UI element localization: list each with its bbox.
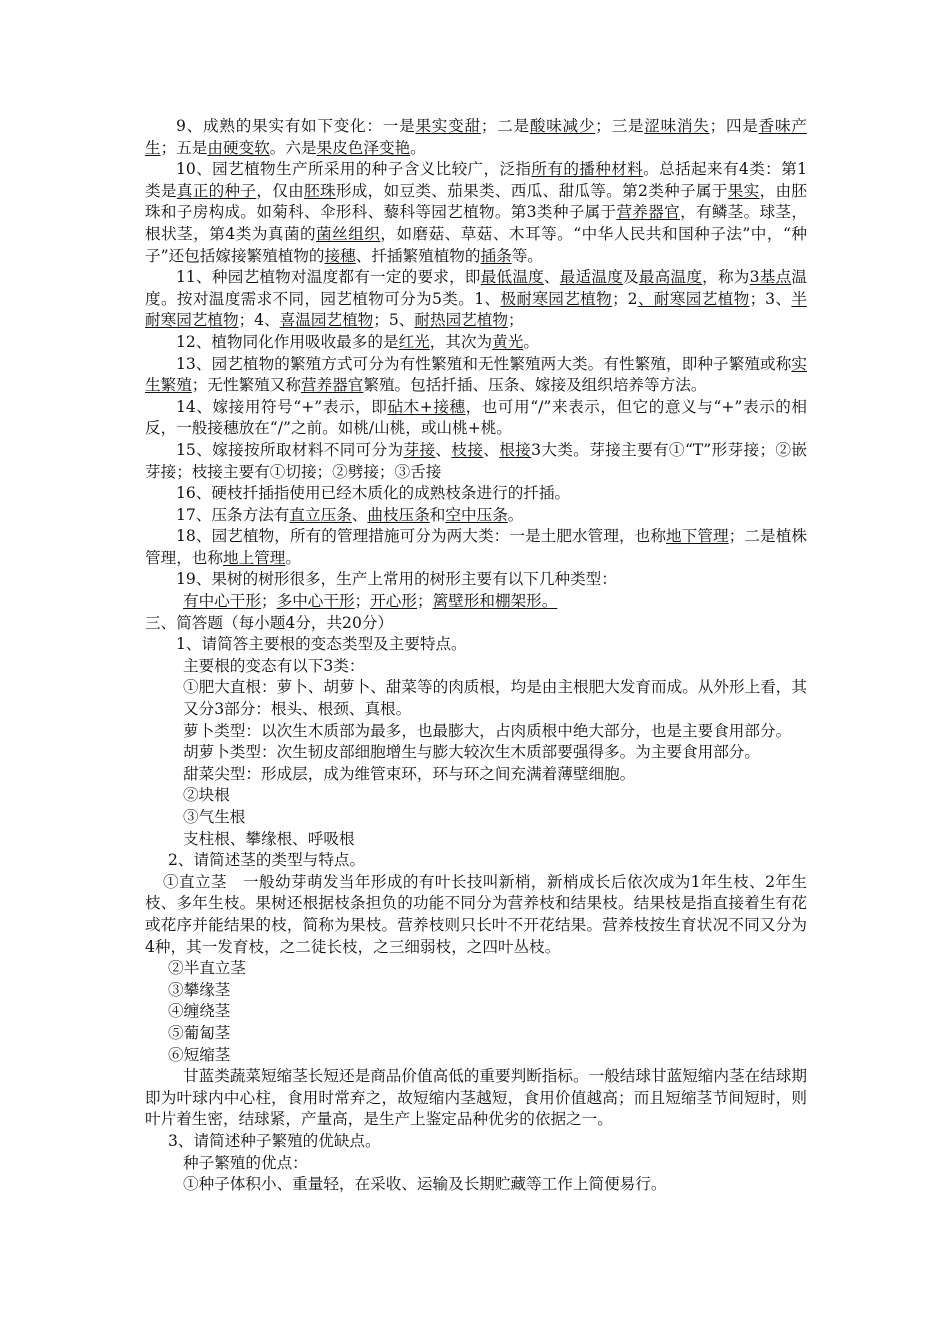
text-run: 。 xyxy=(285,548,301,567)
answer-blank: 空中压条 xyxy=(445,505,508,524)
answer-blank: 酸味减少 xyxy=(529,117,596,135)
document-body xyxy=(145,116,807,1196)
answer-line: 支柱根、攀缘根、呼吸根 xyxy=(183,829,355,848)
answer-line: 种子繁殖的优点： xyxy=(183,1153,308,1172)
answer-blank: 果皮色泽变艳 xyxy=(316,138,411,157)
paragraph-13 xyxy=(145,354,807,397)
text-run: ； xyxy=(416,592,433,611)
answer-blank: 极耐寒园艺植物 xyxy=(500,289,613,308)
text-run: 、 xyxy=(435,440,452,459)
paragraph-14 xyxy=(145,397,807,440)
answer-paragraph: ①肥大直根：萝卜、胡萝卜、甜菜等的肉质根，均是由主根肥大发育而成。从外形上看，其又分3部分：根头、根颈、真根。 xyxy=(183,678,807,719)
text-run: 和 xyxy=(429,505,446,524)
answer-blank: 果实变甜 xyxy=(415,117,481,135)
answer-line: ③攀缘茎 xyxy=(168,980,231,999)
answer-blank: 、耐寒园艺植物 xyxy=(637,289,750,308)
answer-blank: 黄光 xyxy=(492,332,524,351)
answer-blank: 曲枝压条 xyxy=(367,505,430,524)
answer-blank: 涩味消失 xyxy=(644,117,710,135)
answer-line: ②块根 xyxy=(183,786,230,805)
answer-blank: 最高温度 xyxy=(638,268,703,287)
paragraph-19: 19、果树的树形很多，生产上常用的树形主要有以下几种类型： xyxy=(176,570,617,589)
answer-blank: 由硬变软 xyxy=(207,138,270,157)
section-heading: 三、简答题（每小题4分，共20分） xyxy=(145,613,394,632)
text-run: ；二是 xyxy=(480,117,530,135)
answer-paragraph: 萝卜类型：以次生木质部为最多，也最膨大，占肉质根中绝大部分，也是主要食用部分。 xyxy=(183,721,792,740)
answer-blank: 营养器官 xyxy=(300,376,364,395)
text-run: 15、嫁接按所取材料不同可分为 xyxy=(176,440,404,459)
paragraph-15 xyxy=(145,440,807,483)
text-run: 11、种园艺植物对温度都有一定的要求，即 xyxy=(176,268,481,287)
text-run: 。 xyxy=(507,505,524,524)
text-run: 。总括起来有4类：第1类是 xyxy=(145,160,808,200)
answer-blank: 芽接 xyxy=(403,440,436,459)
answer-blank: 实生繁殖 xyxy=(145,354,807,395)
text-run: ；四是 xyxy=(709,117,759,135)
answer-blank: 胚珠 xyxy=(304,181,336,200)
text-run: 、 xyxy=(483,440,500,459)
answer-line: ③气生根 xyxy=(183,808,246,826)
question-3: 3、请简述种子繁殖的优缺点。 xyxy=(168,1131,381,1150)
text-run: 13、园艺植物的繁殖方式可分为有性繁殖和无性繁殖两大类。有性繁殖，即种子繁殖或称 xyxy=(176,354,792,373)
answer-blank: 果实 xyxy=(727,181,760,200)
answer-blank: 最适温度 xyxy=(559,268,624,287)
answer-blank: 半耐寒园艺植物 xyxy=(145,289,808,330)
answer-blank: 最低温度 xyxy=(480,268,544,287)
paragraph-18 xyxy=(145,526,807,569)
answer-blank: 地下管理 xyxy=(666,527,729,546)
paragraph-9 xyxy=(145,116,807,159)
text-run: ；五是 xyxy=(160,138,208,157)
text-run: 18、园艺植物，所有的管理措施可分为两大类：一是土肥水管理，也称 xyxy=(176,527,667,546)
answer-blank: 直立压条 xyxy=(289,505,352,524)
text-run: 9、成熟的果实有如下变化：一是 xyxy=(176,117,416,135)
tree-form-answers xyxy=(145,591,807,613)
text-run: ，也可用“/”来表示，但它的意义与“+”表示的相反，一般接穗放在“/”之前。如桃/山桃，或山桃+桃。 xyxy=(145,397,807,438)
paragraph-16: 16、硬枝扦插指使用已经木质化的成熟枝条进行的扦插。 xyxy=(176,484,571,503)
answer-blank: 篱壁形和棚架形。 xyxy=(432,592,558,611)
answer-blank: 耐热园艺植物 xyxy=(414,311,508,330)
text-run: 、扦插繁殖植物的 xyxy=(355,246,481,265)
text-run: 。 xyxy=(410,138,426,157)
text-run: ，如磨菇、草菇、木耳等。“中华人民共和国种子法”中，“种子”还包括嫁接繁殖植物的 xyxy=(145,224,807,265)
answer-line: 胡萝卜类型：次生韧皮部细胞增生与膨大较次生木质部要强得多。为主要食用部分。 xyxy=(183,743,760,762)
text-run: 12、植物同化作用吸收最多的是 xyxy=(176,332,399,351)
text-run: ； xyxy=(260,592,277,611)
answer-paragraph: ①直立茎 一般幼芽萌发当年形成的有叶长技叫新梢，新梢成长后依次成为1年生枝、2年生枝、多年生枝。果树还根据枝条担负的功能不同分为营养枝和结果枝。结果枝是指直接着生有花或花序并能结果的枝，简称为果枝。营养枝则只长叶不开花结果。营养枝按生育状况不同又分为4种，其一发育枝，之二徒长枝，之三细弱枝，之四叶丛枝。 xyxy=(145,872,807,956)
text-run: ，仅由 xyxy=(256,181,305,200)
answer-line: 主要根的变态有以下3类： xyxy=(183,656,365,675)
answer-line: ⑤葡匐茎 xyxy=(168,1023,231,1042)
text-run: 、 xyxy=(543,268,560,287)
answer-blank: 地上管理 xyxy=(222,548,286,567)
text-run: 。六是 xyxy=(269,138,317,157)
question-2: 2、请简述茎的类型与特点。 xyxy=(168,851,366,870)
text-run: ，其次为 xyxy=(429,332,493,351)
text-run: 及 xyxy=(623,268,639,287)
answer-blank: 开心形 xyxy=(370,592,417,611)
text-run: ，称为 xyxy=(702,268,750,287)
answer-blank: 多中心干形 xyxy=(276,592,355,611)
text-run: ；二是植株管理，也称 xyxy=(145,527,807,567)
answer-line: 甜菜尖型：形成层，成为维管束环，环与环之间充满着薄壁细胞。 xyxy=(183,764,636,783)
answer-blank: 所有的播种材料 xyxy=(531,160,644,179)
text-run: ，由胚珠和子房构成。如菊科、伞形科、藜科等园艺植物。第3类种子属于 xyxy=(145,181,807,222)
answer-blank: 菌丝组织 xyxy=(316,224,381,243)
answer-blank: 喜温园艺植物 xyxy=(279,311,374,330)
text-run: ；4、 xyxy=(238,311,280,330)
text-run: ；无性繁殖又称 xyxy=(191,376,301,395)
answer-blank: 真正的种子 xyxy=(176,181,257,200)
answer-blank: 砧木+接穗 xyxy=(387,397,466,416)
text-run: 3大类。芽接主要有①“T”形芽接；②嵌芽接；枝接主要有①切接；②劈接；③舌接 xyxy=(145,440,807,481)
text-run: 14、嫁接用符号“+”表示，即 xyxy=(176,397,388,416)
answer-line: ②半直立茎 xyxy=(168,959,246,978)
paragraph-17 xyxy=(145,505,807,527)
text-run: ；2 xyxy=(612,289,638,308)
answer-line: ①种子体积小、重量轻，在采收、运输及长期贮藏等工作上简便易行。 xyxy=(183,1175,667,1194)
text-run: ；三是 xyxy=(595,117,645,135)
question-1: 1、请简答主要根的变态类型及主要特点。 xyxy=(176,635,467,654)
answer-blank: 根接 xyxy=(499,440,532,459)
answer-paragraph: 甘蓝类蔬菜短缩茎长短还是商品价值高低的重要判断指标。一般结球甘蓝短缩内茎在结球期即为叶球内中心柱，食用时常弃之，故短缩内茎越短，食用价值越高；而且短缩茎节间短时，则叶片着生密，结球紧，产量高，是生产上鉴定品种优劣的依据之一。 xyxy=(145,1067,807,1129)
answer-blank: 香味产生 xyxy=(145,117,807,157)
text-run: 繁殖。包括扦插、压条、嫁接及组织培养等方法。 xyxy=(363,376,707,395)
answer-line: ⑥短缩茎 xyxy=(168,1045,231,1064)
paragraph-10 xyxy=(145,159,807,267)
text-run: ；3、 xyxy=(749,289,792,308)
answer-line: ④缠绕茎 xyxy=(168,1002,231,1021)
answer-blank: 有中心干形 xyxy=(183,592,261,611)
text-run: 10、园艺植物生产所采用的种子含义比较广，泛指 xyxy=(176,160,532,179)
text-run: ；5、 xyxy=(373,311,415,330)
text-run: 。 xyxy=(523,332,539,351)
text-run: ； xyxy=(354,592,371,611)
answer-blank: 红光 xyxy=(398,332,430,351)
text-run: ； xyxy=(507,311,524,330)
text-run: ，有鳞茎。球茎，根状茎，第4类为真菌的 xyxy=(145,203,807,243)
answer-blank: 3基点 xyxy=(749,268,792,287)
paragraph-11 xyxy=(145,267,807,332)
text-run: 形成，如豆类、茄果类、西瓜、甜瓜等。第2类种子属于 xyxy=(335,181,728,200)
text-run: 、 xyxy=(351,505,368,524)
answer-blank: 接穗 xyxy=(324,246,356,265)
text-run: 温度。按对温度需求不同，园艺植物可分为5类。1、 xyxy=(145,268,807,308)
answer-blank: 枝接 xyxy=(451,440,484,459)
text-run: 17、压条方法有 xyxy=(176,505,290,524)
paragraph-12 xyxy=(145,332,807,354)
answer-blank: 营养器官 xyxy=(616,203,681,222)
text-run: 等。 xyxy=(511,246,543,265)
answer-blank: 插条 xyxy=(480,246,512,265)
